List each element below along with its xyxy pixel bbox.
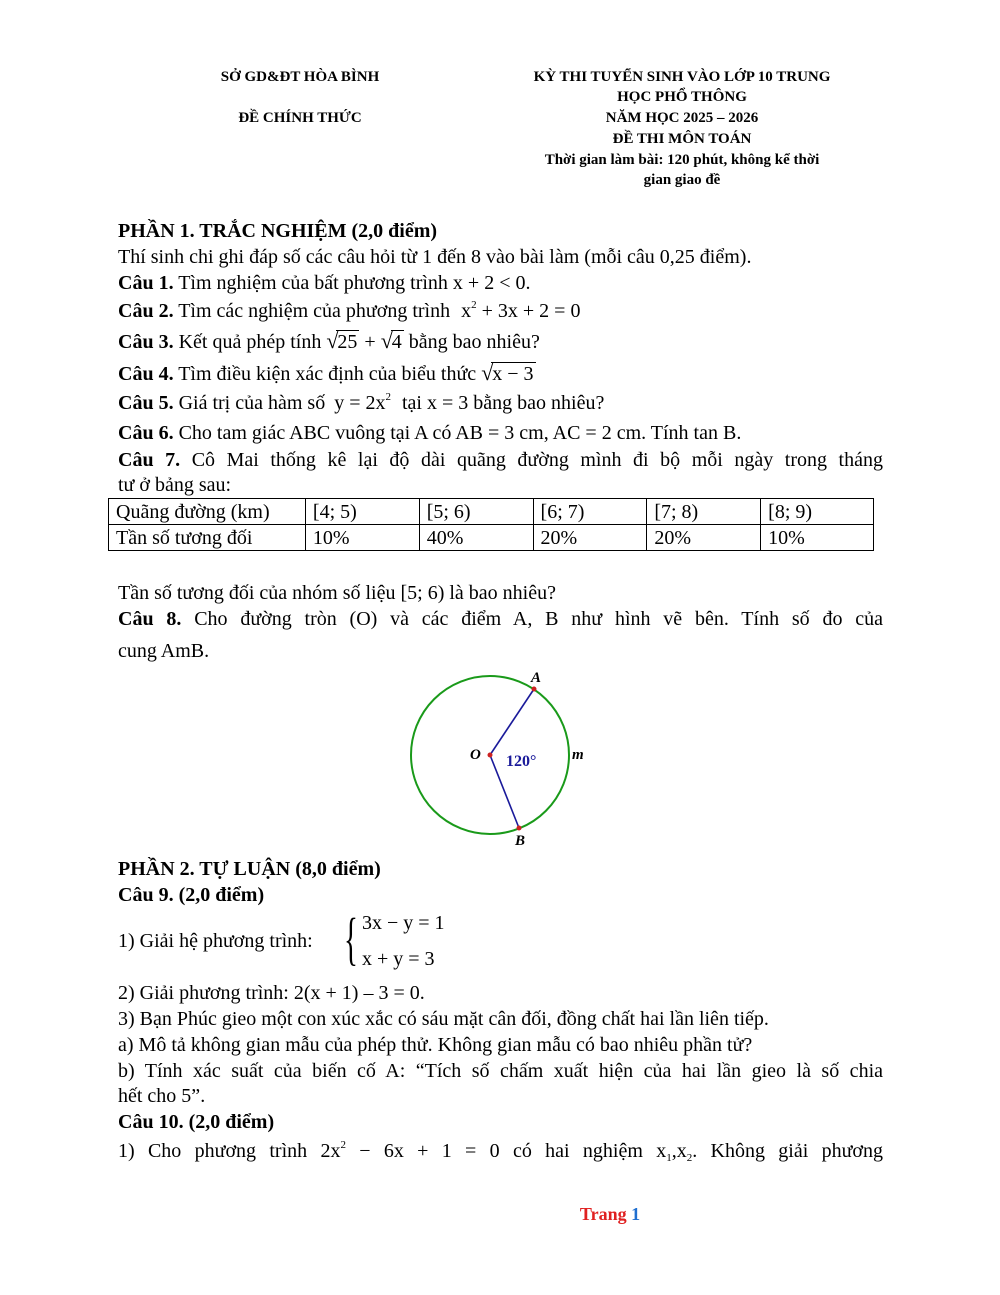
radicand-1: 25 [337, 331, 358, 353]
table-row [109, 525, 874, 551]
table-cell: 20% [647, 525, 761, 551]
table-header-cell: Quãng đường (km) [109, 499, 306, 525]
quadratic-lead: 2x [320, 1140, 341, 1162]
question-7-text: Cô Mai thống kê lại độ dài quãng đường mình đi bộ mỗi ngày trong tháng [191, 449, 883, 471]
question-10-text-b: có hai nghiệm [512, 1140, 643, 1162]
root-1-index: 1 [666, 1152, 672, 1164]
question-8-line2: cung AmB. [118, 640, 210, 662]
point-b [517, 826, 522, 831]
question-7-question: Tần số tương đối của nhóm số liệu [5; 6) là bao nhiêu? [118, 582, 556, 604]
radicand-expression: x − 3 [492, 363, 534, 385]
part1-title: PHẦN 1. TRẮC NGHIỆM (2,0 điểm) [118, 220, 438, 242]
question-1 [118, 270, 530, 296]
table-cell: [5; 6) [419, 499, 533, 525]
quadratic-rest: − 6x + 1 = 0 [359, 1140, 500, 1162]
question-5-tail: tại x = 3 bằng bao nhiêu? [401, 392, 605, 414]
function-body: y = 2x [334, 392, 386, 414]
question-7-label: Câu 7. [118, 449, 181, 471]
radicand-2: 4 [391, 331, 402, 353]
question-2 [118, 298, 580, 324]
question-10-text-c: . Không giải phương [692, 1140, 884, 1162]
function-exponent: 2 [385, 391, 391, 403]
page-number: 1 [631, 1204, 641, 1224]
exam-title-line1: KỲ THI TUYỂN SINH VÀO LỚP 10 TRUNG [533, 69, 831, 85]
time-limit-line1: Thời gian làm bài: 120 phút, không kể thời [544, 152, 820, 168]
table-cell: [8; 9) [761, 499, 874, 525]
question-5-text: Giá trị của hàm số [178, 392, 326, 414]
point-a [532, 687, 537, 692]
question-6-label: Câu 6. [118, 422, 174, 444]
question-9-part1-text: 1) Giải hệ phương trình: [118, 930, 313, 952]
question-2-label: Câu 2. [118, 300, 174, 322]
question-8-text: Cho đường tròn (O) và các điểm A, B như hình vẽ bên. Tính số đo của [194, 608, 884, 630]
question-9-label: Câu 9. (2,0 điểm) [118, 884, 265, 906]
table-cell: 10% [305, 525, 419, 551]
equation-var: x [461, 300, 472, 322]
radius-oa [490, 689, 534, 755]
official-exam-label: ĐỀ CHÍNH THỨC [238, 110, 362, 126]
quadratic-equation [320, 1140, 499, 1162]
question-7-line2: tư ở bảng sau: [118, 474, 232, 496]
question-3-label: Câu 3. [118, 331, 174, 353]
question-4 [118, 360, 536, 387]
brace-icon: { [344, 906, 358, 971]
plus-sign: + [364, 331, 376, 353]
equation-exponent: 2 [471, 299, 477, 311]
root-2-index: 2 [686, 1152, 693, 1164]
table-header-cell: Tần số tương đối [109, 525, 306, 551]
equation-rest: + 3x + 2 = 0 [481, 300, 581, 322]
school-year: NĂM HỌC 2025 – 2026 [605, 110, 759, 126]
page-word: Trang [579, 1204, 627, 1224]
root-2: x [676, 1140, 687, 1162]
question-7-line1 [118, 447, 883, 473]
question-1-label: Câu 1. [118, 272, 174, 294]
part1-instruction: Thí sinh chi ghi đáp số các câu hỏi từ 1 đến 8 vào bài làm (mỗi câu 0,25 điểm). [118, 246, 752, 268]
system-equation-2: x + y = 3 [362, 948, 435, 970]
exam-title-line2: HỌC PHỔ THÔNG [617, 89, 747, 105]
question-2-text: Tìm các nghiệm của phương trình [178, 300, 451, 322]
page-footer [0, 1204, 1000, 1225]
roots-separator: , [671, 1140, 677, 1162]
sqrt-icon: √ [380, 328, 393, 353]
point-o [488, 753, 493, 758]
angle-label: 120° [506, 753, 537, 770]
question-9-part3b-line2: hết cho 5”. [118, 1085, 206, 1107]
question-2-equation [461, 300, 580, 322]
label-o: O [470, 747, 481, 763]
question-1-text: Tìm nghiệm của bất phương trình x + 2 < 0. [178, 272, 531, 294]
subject-title: ĐỀ THI MÔN TOÁN [612, 131, 752, 147]
table-cell: 10% [761, 525, 874, 551]
question-4-text: Tìm điều kiện xác định của biểu thức [178, 363, 477, 385]
part2-title: PHẦN 2. TỰ LUẬN (8,0 điểm) [118, 858, 381, 880]
frequency-table [108, 498, 874, 551]
table-cell: [7; 8) [647, 499, 761, 525]
table-cell: [4; 5) [305, 499, 419, 525]
question-9-part3b-line1: b) Tính xác suất của biến cố A: “Tích số chấm xuất hiện của hai lần gieo là số chia [118, 1060, 883, 1082]
question-5-label: Câu 5. [118, 392, 174, 414]
question-10-part1 [118, 1138, 883, 1164]
table-row [109, 499, 874, 525]
question-10-label: Câu 10. (2,0 điểm) [118, 1111, 275, 1133]
question-3 [118, 328, 540, 355]
question-5 [118, 390, 604, 416]
table-cell: 20% [533, 525, 647, 551]
question-9-part3: 3) Bạn Phúc gieo một con xúc xắc có sáu mặt cân đối, đồng chất hai lần liên tiếp. [118, 1008, 769, 1030]
table-cell: [6; 7) [533, 499, 647, 525]
table-cell: 40% [419, 525, 533, 551]
question-3-tail: bằng bao nhiêu? [408, 331, 540, 353]
question-10-text-a: 1) Cho phương trình [118, 1140, 308, 1162]
sqrt-icon: √ [326, 328, 339, 353]
roots [656, 1140, 883, 1162]
time-limit-line2: gian giao đề [643, 172, 721, 188]
sqrt-icon: √ [481, 360, 494, 385]
department-name: SỞ GD&ĐT HÒA BÌNH [220, 69, 380, 85]
question-4-label: Câu 4. [118, 363, 174, 385]
system-equation-1: 3x − y = 1 [362, 912, 445, 934]
quadratic-exponent: 2 [340, 1139, 346, 1151]
question-9-part3a: a) Mô tả không gian mẫu của phép thử. Không gian mẫu có bao nhiêu phần tử? [118, 1034, 753, 1056]
label-a: A [531, 670, 542, 686]
question-8-label: Câu 8. [118, 608, 182, 630]
circle-figure [400, 665, 600, 855]
function-expression [334, 392, 391, 414]
question-6-text: Cho tam giác ABC vuông tại A có AB = 3 cm, AC = 2 cm. Tính tan B. [178, 422, 742, 444]
root-1: x [656, 1140, 667, 1162]
question-8-line1 [118, 606, 883, 632]
label-b: B [515, 833, 526, 849]
question-9-part2: 2) Giải phương trình: 2(x + 1) – 3 = 0. [118, 982, 425, 1004]
label-m: m [572, 747, 584, 763]
question-3-text: Kết quả phép tính [178, 331, 322, 353]
question-6 [118, 420, 741, 446]
